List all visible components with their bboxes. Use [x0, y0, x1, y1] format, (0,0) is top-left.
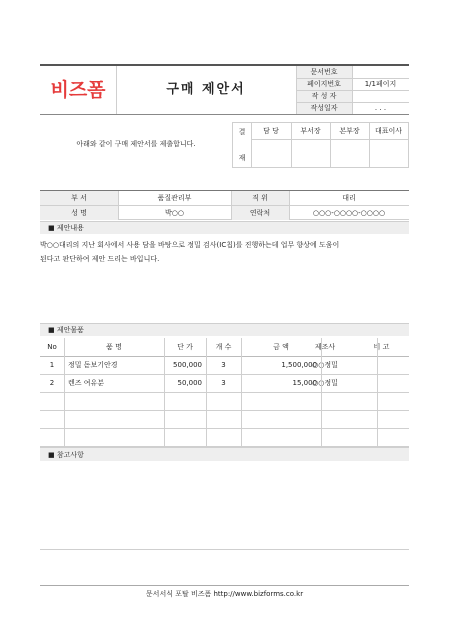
proposer-label: 부 서	[40, 191, 118, 205]
proposal-section-header	[40, 221, 409, 234]
reference-section-header	[40, 447, 409, 461]
intro-text: 아래와 같이 구매 제안서를 제출합니다.	[76, 140, 196, 148]
info-value	[352, 90, 409, 102]
items-cell-name: 렌즈 여유분	[68, 379, 105, 387]
items-cell-name: 정밀 돋보기안경	[68, 361, 118, 369]
proposer-value: 대리	[342, 194, 356, 202]
approval-sign-box[interactable]	[291, 139, 330, 167]
items-column-header: 단 가	[177, 343, 193, 351]
proposer-value: 품질관리부	[157, 194, 192, 202]
footer-rule	[40, 585, 409, 586]
items-cell-qty: 3	[221, 361, 226, 369]
approval-box	[232, 122, 409, 168]
info-value: 1/1페이지	[364, 80, 397, 88]
approval-sign-box[interactable]	[251, 139, 291, 167]
document-title: 구매 제안서	[166, 81, 246, 97]
items-column-header: 개 수	[215, 343, 232, 351]
info-label: 작성일자	[296, 102, 352, 114]
approval-column-header: 담 당	[263, 127, 279, 135]
proposer-value: ○○○-○○○○-○○○○	[312, 208, 386, 217]
reference-section-title: ■ 참고사항	[48, 451, 84, 459]
items-section-title: ■ 제안물품	[48, 326, 84, 334]
approval-column-header: 본부장	[339, 127, 360, 135]
items-cell-maker: ○○정밀	[312, 361, 338, 369]
approval-column-header: 대표이사	[374, 127, 403, 135]
items-cell-no: 2	[49, 379, 55, 387]
items-cell-no: 1	[49, 361, 55, 369]
approval-sign-box[interactable]	[369, 139, 408, 167]
items-column-header: 비 고	[373, 343, 390, 351]
proposal-text-line: 된다고 판단하여 제안 드리는 바입니다.	[40, 255, 160, 263]
items-table	[40, 338, 409, 446]
approval-column-header: 부서장	[300, 127, 321, 135]
items-cell-qty: 3	[221, 379, 226, 387]
proposer-label: 연락처	[231, 205, 289, 220]
items-column-header: 제조사	[314, 343, 336, 351]
items-section-header	[40, 323, 409, 336]
approval-sign-box[interactable]	[330, 139, 369, 167]
items-cell-amount: 1,500,000	[281, 361, 317, 369]
reference-content-area[interactable]	[40, 462, 409, 550]
proposal-section-title: ■ 제안내용	[48, 224, 84, 232]
info-value	[352, 66, 409, 78]
items-cell-price: 500,000	[173, 361, 202, 369]
footer-text: 문서서식 포탈 비즈폼 http://www.bizforms.co.kr	[145, 590, 304, 598]
info-value: . . .	[374, 104, 387, 112]
proposer-table	[40, 190, 409, 220]
proposer-label: 성 명	[40, 205, 118, 220]
items-cell-note	[354, 356, 409, 374]
approval-side-label: 재	[238, 154, 246, 162]
divider	[116, 66, 117, 114]
items-cell-price: 50,000	[177, 379, 202, 387]
approval-side-label: 결	[238, 128, 246, 136]
items-cell-note	[354, 374, 409, 392]
items-column-header: 금 액	[273, 343, 289, 351]
header-info-table	[296, 66, 409, 114]
info-label: 페이지번호	[296, 78, 352, 90]
items-column-header: 품 명	[106, 343, 122, 351]
info-label: 작 성 자	[296, 90, 352, 102]
items-cell-amount: 15,000	[292, 379, 317, 387]
info-label: 문서번호	[296, 66, 352, 78]
proposal-text-line: 박○○대리의 지난 회사에서 사용 담을 바탕으로 정밀 검사(IC칩)를 진행하는데 업무 향상에 도움이	[40, 241, 340, 249]
proposer-value: 박○○	[165, 208, 184, 217]
items-cell-maker: ○○정밀	[312, 379, 338, 387]
items-column-header: No	[47, 343, 57, 351]
logo: 비즈폼	[50, 78, 106, 101]
proposer-label: 직 위	[231, 191, 289, 205]
header-bottom-rule	[40, 114, 409, 115]
